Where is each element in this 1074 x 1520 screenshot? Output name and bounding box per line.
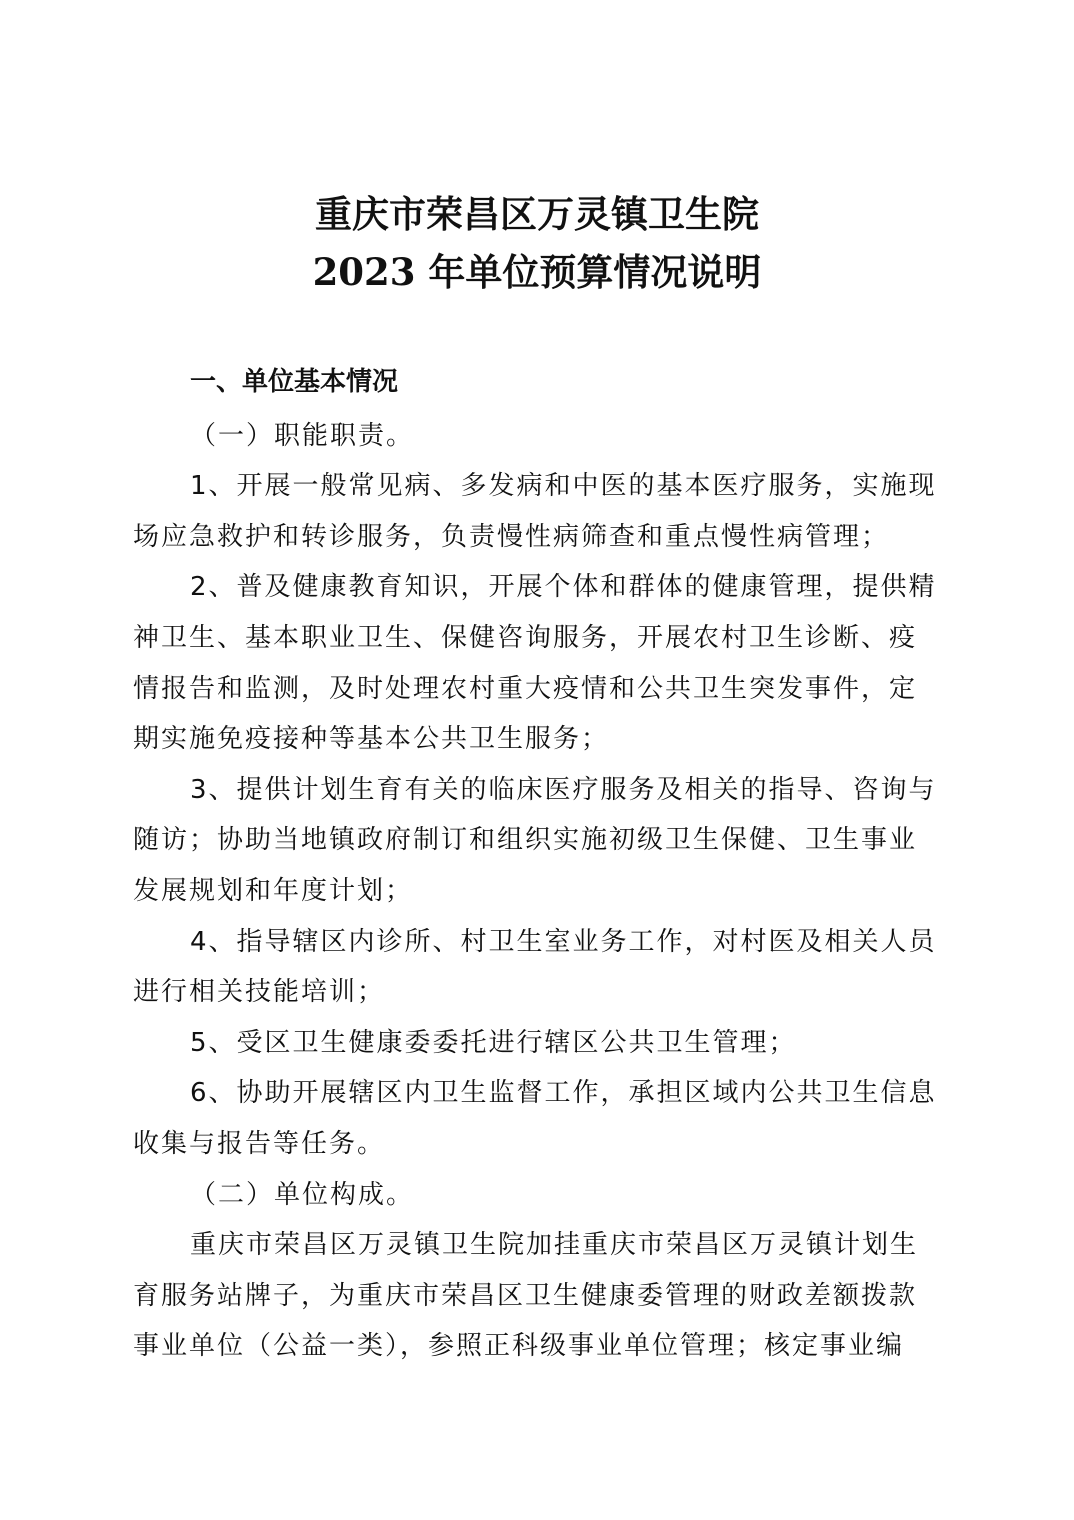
paragraph-line: 收集与报告等任务。 (133, 1129, 386, 1159)
paragraph-line: 重庆市荣昌区万灵镇卫生院加挂重庆市荣昌区万灵镇计划生 (190, 1230, 919, 1260)
paragraph-line: 期实施免疫接种等基本公共卫生服务； (133, 724, 610, 754)
document-title-line-1: 重庆市荣昌区万灵镇卫生院 (315, 192, 759, 236)
paragraph-line: 4、指导辖区内诊所、村卫生室业务工作，对村医及相关人员 (190, 927, 937, 957)
paragraph-line: 3、提供计划生育有关的临床医疗服务及相关的指导、咨询与 (190, 775, 937, 805)
paragraph-line: 事业单位（公益一类），参照正科级事业单位管理；核定事业编 (133, 1331, 905, 1361)
paragraph-line: 育服务站牌子，为重庆市荣昌区卫生健康委管理的财政差额拨款 (133, 1281, 918, 1311)
paragraph-line: 发展规划和年度计划； (133, 876, 414, 906)
paragraph-line: 情报告和监测，及时处理农村重大疫情和公共卫生突发事件，定 (133, 674, 918, 704)
paragraph-line: 场应急救护和转诊服务，负责慢性病筛查和重点慢性病管理； (133, 522, 890, 552)
paragraph-line: 神卫生、基本职业卫生、保健咨询服务，开展农村卫生诊断、疫 (133, 623, 918, 653)
paragraph-line: 6、协助开展辖区内卫生监督工作，承担区域内公共卫生信息 (190, 1078, 937, 1108)
section-heading: 一、单位基本情况 (190, 367, 399, 397)
paragraph-line: 1、开展一般常见病、多发病和中医的基本医疗服务，实施现 (190, 471, 937, 501)
paragraph-line: 5、受区卫生健康委委托进行辖区公共卫生管理； (190, 1028, 797, 1058)
paragraph-line: 进行相关技能培训； (133, 977, 386, 1007)
subsection-heading: （一）职能职责。 (190, 421, 415, 451)
paragraph-line: 2、普及健康教育知识，开展个体和群体的健康管理，提供精 (190, 572, 937, 602)
document-title-line-2: 2023 年单位预算情况说明 (312, 250, 762, 294)
paragraph-line: 随访；协助当地镇政府制订和组织实施初级卫生保健、卫生事业 (133, 825, 918, 855)
subsection-heading: （二）单位构成。 (190, 1180, 415, 1210)
